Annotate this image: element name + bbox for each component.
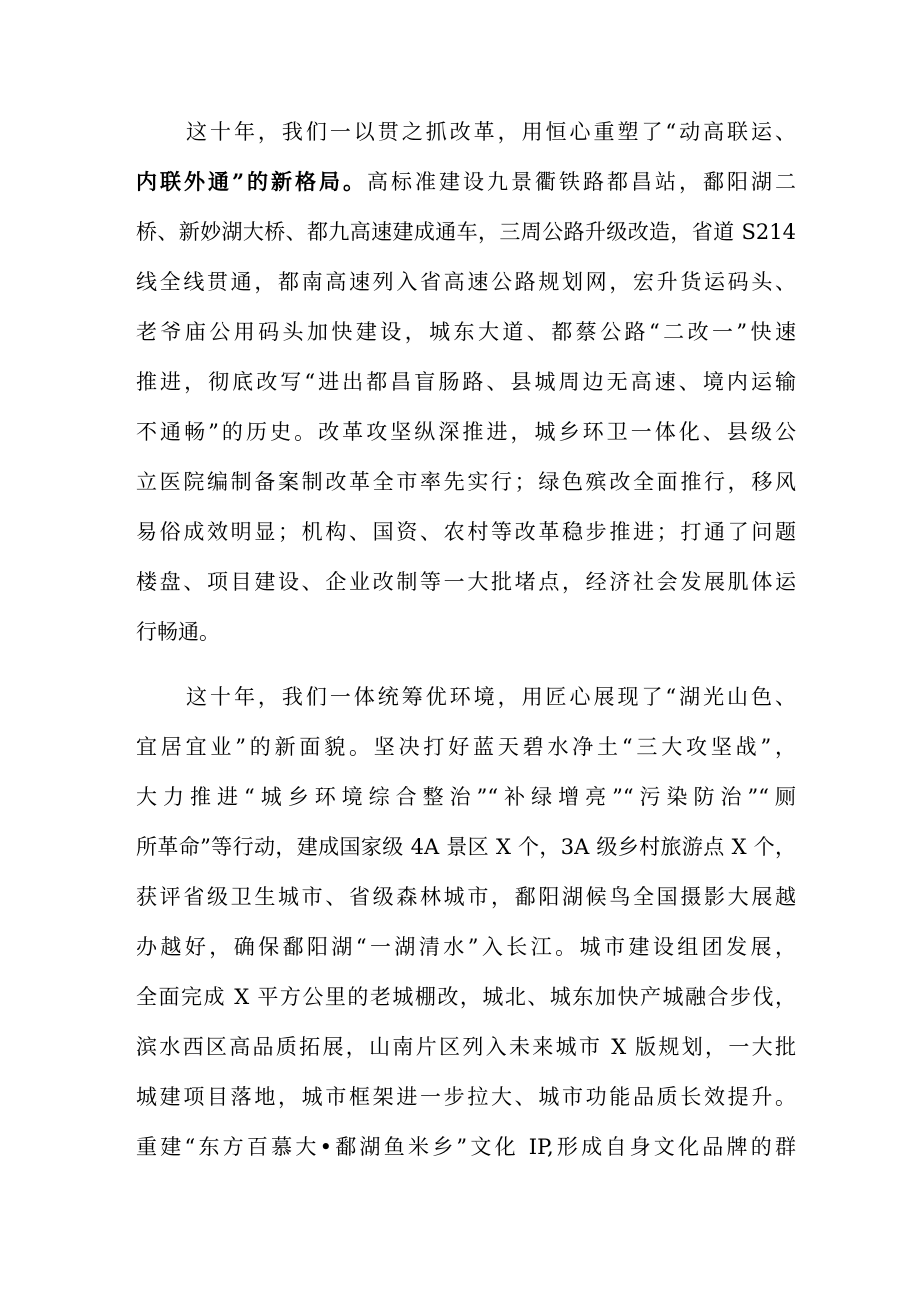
text-line: 不通畅”的历史。改革攻坚纵深推进，城乡环卫一体化、县级公 [136, 420, 796, 444]
text-line: 滨水西区高品质拓展，山南片区列入未来城市 X 版规划，一大批 [136, 1035, 796, 1059]
text-line: 桥、新妙湖大桥、都九高速建成通车，三周公路升级改造，省道 S214 [136, 220, 796, 244]
text-line [136, 162, 796, 202]
text-line: 所革命”等行动，建成国家级 4A 景区 X 个，3A 级乡村旅游点 X 个， [136, 835, 796, 859]
text-line: 宜居宜业”的新面貌。坚决打好蓝天碧水净土“三大攻坚战”， [136, 735, 796, 759]
text-line: 城建项目落地，城市框架进一步拉大、城市功能品质长效提升。 [136, 1085, 796, 1109]
text-line: 大力推进“城乡环境综合整治”“补绿增亮”“污染防治”“厕 [136, 785, 796, 809]
text-line: 获评省级卫生城市、省级森林城市，鄱阳湖候鸟全国摄影大展越 [136, 885, 796, 909]
text-line: 重建“东方百慕大•鄱湖鱼米乡”文化 IP,形成自身文化品牌的群 [136, 1135, 796, 1159]
text-line: 易俗成效明显；机构、国资、农村等改革稳步推进；打通了问题 [136, 520, 796, 544]
bold-heading-text: 内联外通”的新格局。 [136, 169, 368, 194]
text-line: 办越好，确保鄱阳湖“一湖清水”入长江。城市建设组团发展， [136, 935, 796, 959]
text-line: 线全线贯通，都南高速列入省高速公路规划网，宏升货运码头、 [136, 270, 796, 294]
text-line: 全面完成 X 平方公里的老城棚改，城北、城东加快产城融合步伐， [136, 985, 796, 1009]
text-line: 老爷庙公用码头加快建设，城东大道、都蔡公路“二改一”快速 [136, 320, 796, 344]
text-line: 这十年，我们一以贯之抓改革，用恒心重塑了“动高联运、 [186, 120, 796, 144]
text-line: 这十年，我们一体统筹优环境，用匠心展现了“湖光山色、 [186, 685, 796, 709]
text-line: 行畅通。 [136, 620, 220, 644]
text-line: 推进，彻底改写“进出都昌盲肠路、县城周边无高速、境内运输 [136, 370, 796, 394]
text-span: 高标准建设九景衢铁路都昌站，鄱阳湖二 [367, 170, 796, 194]
text-line: 楼盘、项目建设、企业改制等一大批堵点，经济社会发展肌体运 [136, 570, 796, 594]
text-line: 立医院编制备案制改革全市率先实行；绿色殡改全面推行，移风 [136, 470, 796, 494]
